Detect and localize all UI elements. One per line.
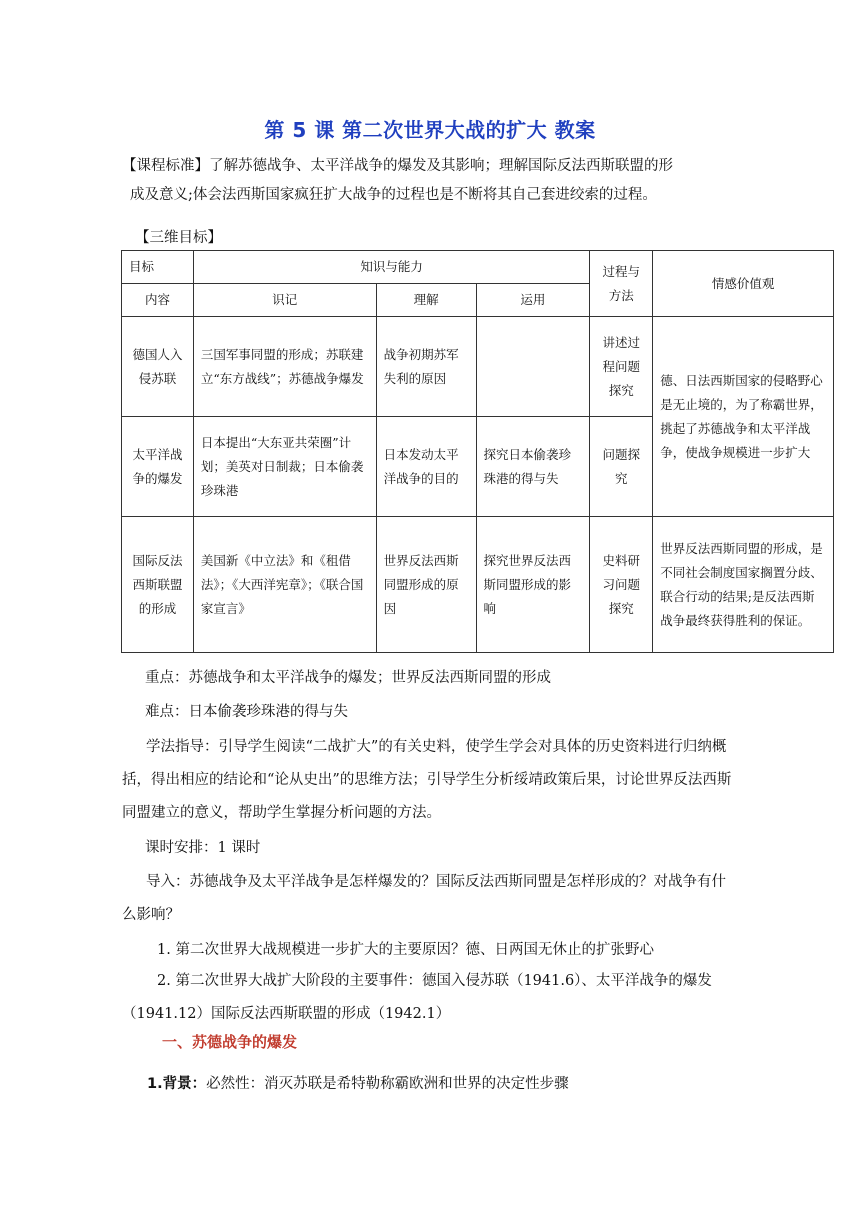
header-apply: 运用 <box>476 284 590 317</box>
row-understand: 战争初期苏军失利的原因 <box>376 317 476 417</box>
course-standard-line-2: 成及意义;体会法西斯国家疯狂扩大战争的过程也是不断将其自己套进绞索的过程。 <box>130 187 657 203</box>
header-emotion: 情感价值观 <box>653 251 834 317</box>
goals-table <box>121 250 834 653</box>
course-standard-line-1: 【课程标准】了解苏德战争、太平洋战争的爆发及其影响；理解国际反法西斯联盟的形 <box>122 158 673 174</box>
row-memory: 日本提出“大东亚共荣圈”计划；美英对日制裁；日本偷袭珍珠港 <box>193 417 376 517</box>
emotion-cell-1: 德、日法西斯国家的侵略野心是无止境的，为了称霸世界，挑起了苏德战争和太平洋战争，使战争规模进一步扩大 <box>653 317 834 517</box>
course-standard <box>122 152 737 210</box>
row-understand: 世界反法西斯同盟形成的原因 <box>376 517 476 653</box>
point-2: 2. 第二次世界大战扩大阶段的主要事件：德国入侵苏联（1941.6）、太平洋战争的爆发（1941.12）国际反法西斯联盟的形成（1942.1） <box>122 973 712 1022</box>
table-row <box>122 317 834 417</box>
key-points: 重点：苏德战争和太平洋战争的爆发；世界反法西斯同盟的形成 <box>145 670 551 686</box>
row-understand: 日本发动太平洋战争的目的 <box>376 417 476 517</box>
emotion-cell-2: 世界反法西斯同盟的形成，是不同社会制度国家搁置分歧、联合行动的结果;是反法西斯战争最终获得胜利的保证。 <box>653 517 834 653</box>
lesson-title: 第 5 课 第二次世界大战的扩大 教案 <box>264 118 596 142</box>
row-topic: 国际反法西斯联盟的形成 <box>122 517 194 653</box>
schedule: 课时安排：1 课时 <box>145 840 261 856</box>
background-line <box>147 1072 569 1093</box>
header-content: 内容 <box>122 284 194 317</box>
point-1: 1. 第二次世界大战规模进一步扩大的主要原因？德、日两国无休止的扩张野心 <box>157 942 654 958</box>
row-topic: 太平洋战争的爆发 <box>122 417 194 517</box>
intro: 导入：苏德战争及太平洋战争是怎样爆发的？国际反法西斯同盟是怎样形成的？对战争有什么影响？ <box>122 874 726 923</box>
table-header-row <box>122 251 834 284</box>
header-memory: 识记 <box>193 284 376 317</box>
table-row <box>122 517 834 653</box>
header-target: 目标 <box>122 251 194 284</box>
row-topic: 德国人入侵苏联 <box>122 317 194 417</box>
difficult-points: 难点：日本偷袭珍珠港的得与失 <box>145 704 348 720</box>
row-memory: 三国军事同盟的形成；苏联建立“东方战线”；苏德战争爆发 <box>193 317 376 417</box>
row-process: 史料研习问题探究 <box>590 517 653 653</box>
header-understand: 理解 <box>376 284 476 317</box>
row-process: 讲述过程问题探究 <box>590 317 653 417</box>
method-guide: 学法指导：引导学生阅读“二战扩大”的有关史料，使学生学会对具体的历史资料进行归纳概括，得出相应的结论和“论从史出”的思维方法；引导学生分析绥靖政策后果，讨论世界反法西斯同盟建立的意义，帮助学生掌握分析问题的方法。 <box>122 739 732 821</box>
row-apply: 探究世界反法西斯同盟形成的影响 <box>476 517 590 653</box>
background-text: 必然性：消灭苏联是希特勒称霸欧洲和世界的决定性步骤 <box>206 1076 569 1092</box>
header-process: 过程与方法 <box>590 251 653 317</box>
row-memory: 美国新《中立法》和《租借法》；《大西洋宪章》；《联合国家宣言》 <box>193 517 376 653</box>
background-label: 1.背景： <box>147 1076 207 1092</box>
section-heading: 一、苏德战争的爆发 <box>162 1033 298 1051</box>
row-process: 问题探究 <box>590 417 653 517</box>
header-knowledge: 知识与能力 <box>193 251 589 284</box>
row-apply <box>476 317 590 417</box>
three-goals-heading: 【三维目标】 <box>135 230 222 246</box>
row-apply: 探究日本偷袭珍珠港的得与失 <box>476 417 590 517</box>
